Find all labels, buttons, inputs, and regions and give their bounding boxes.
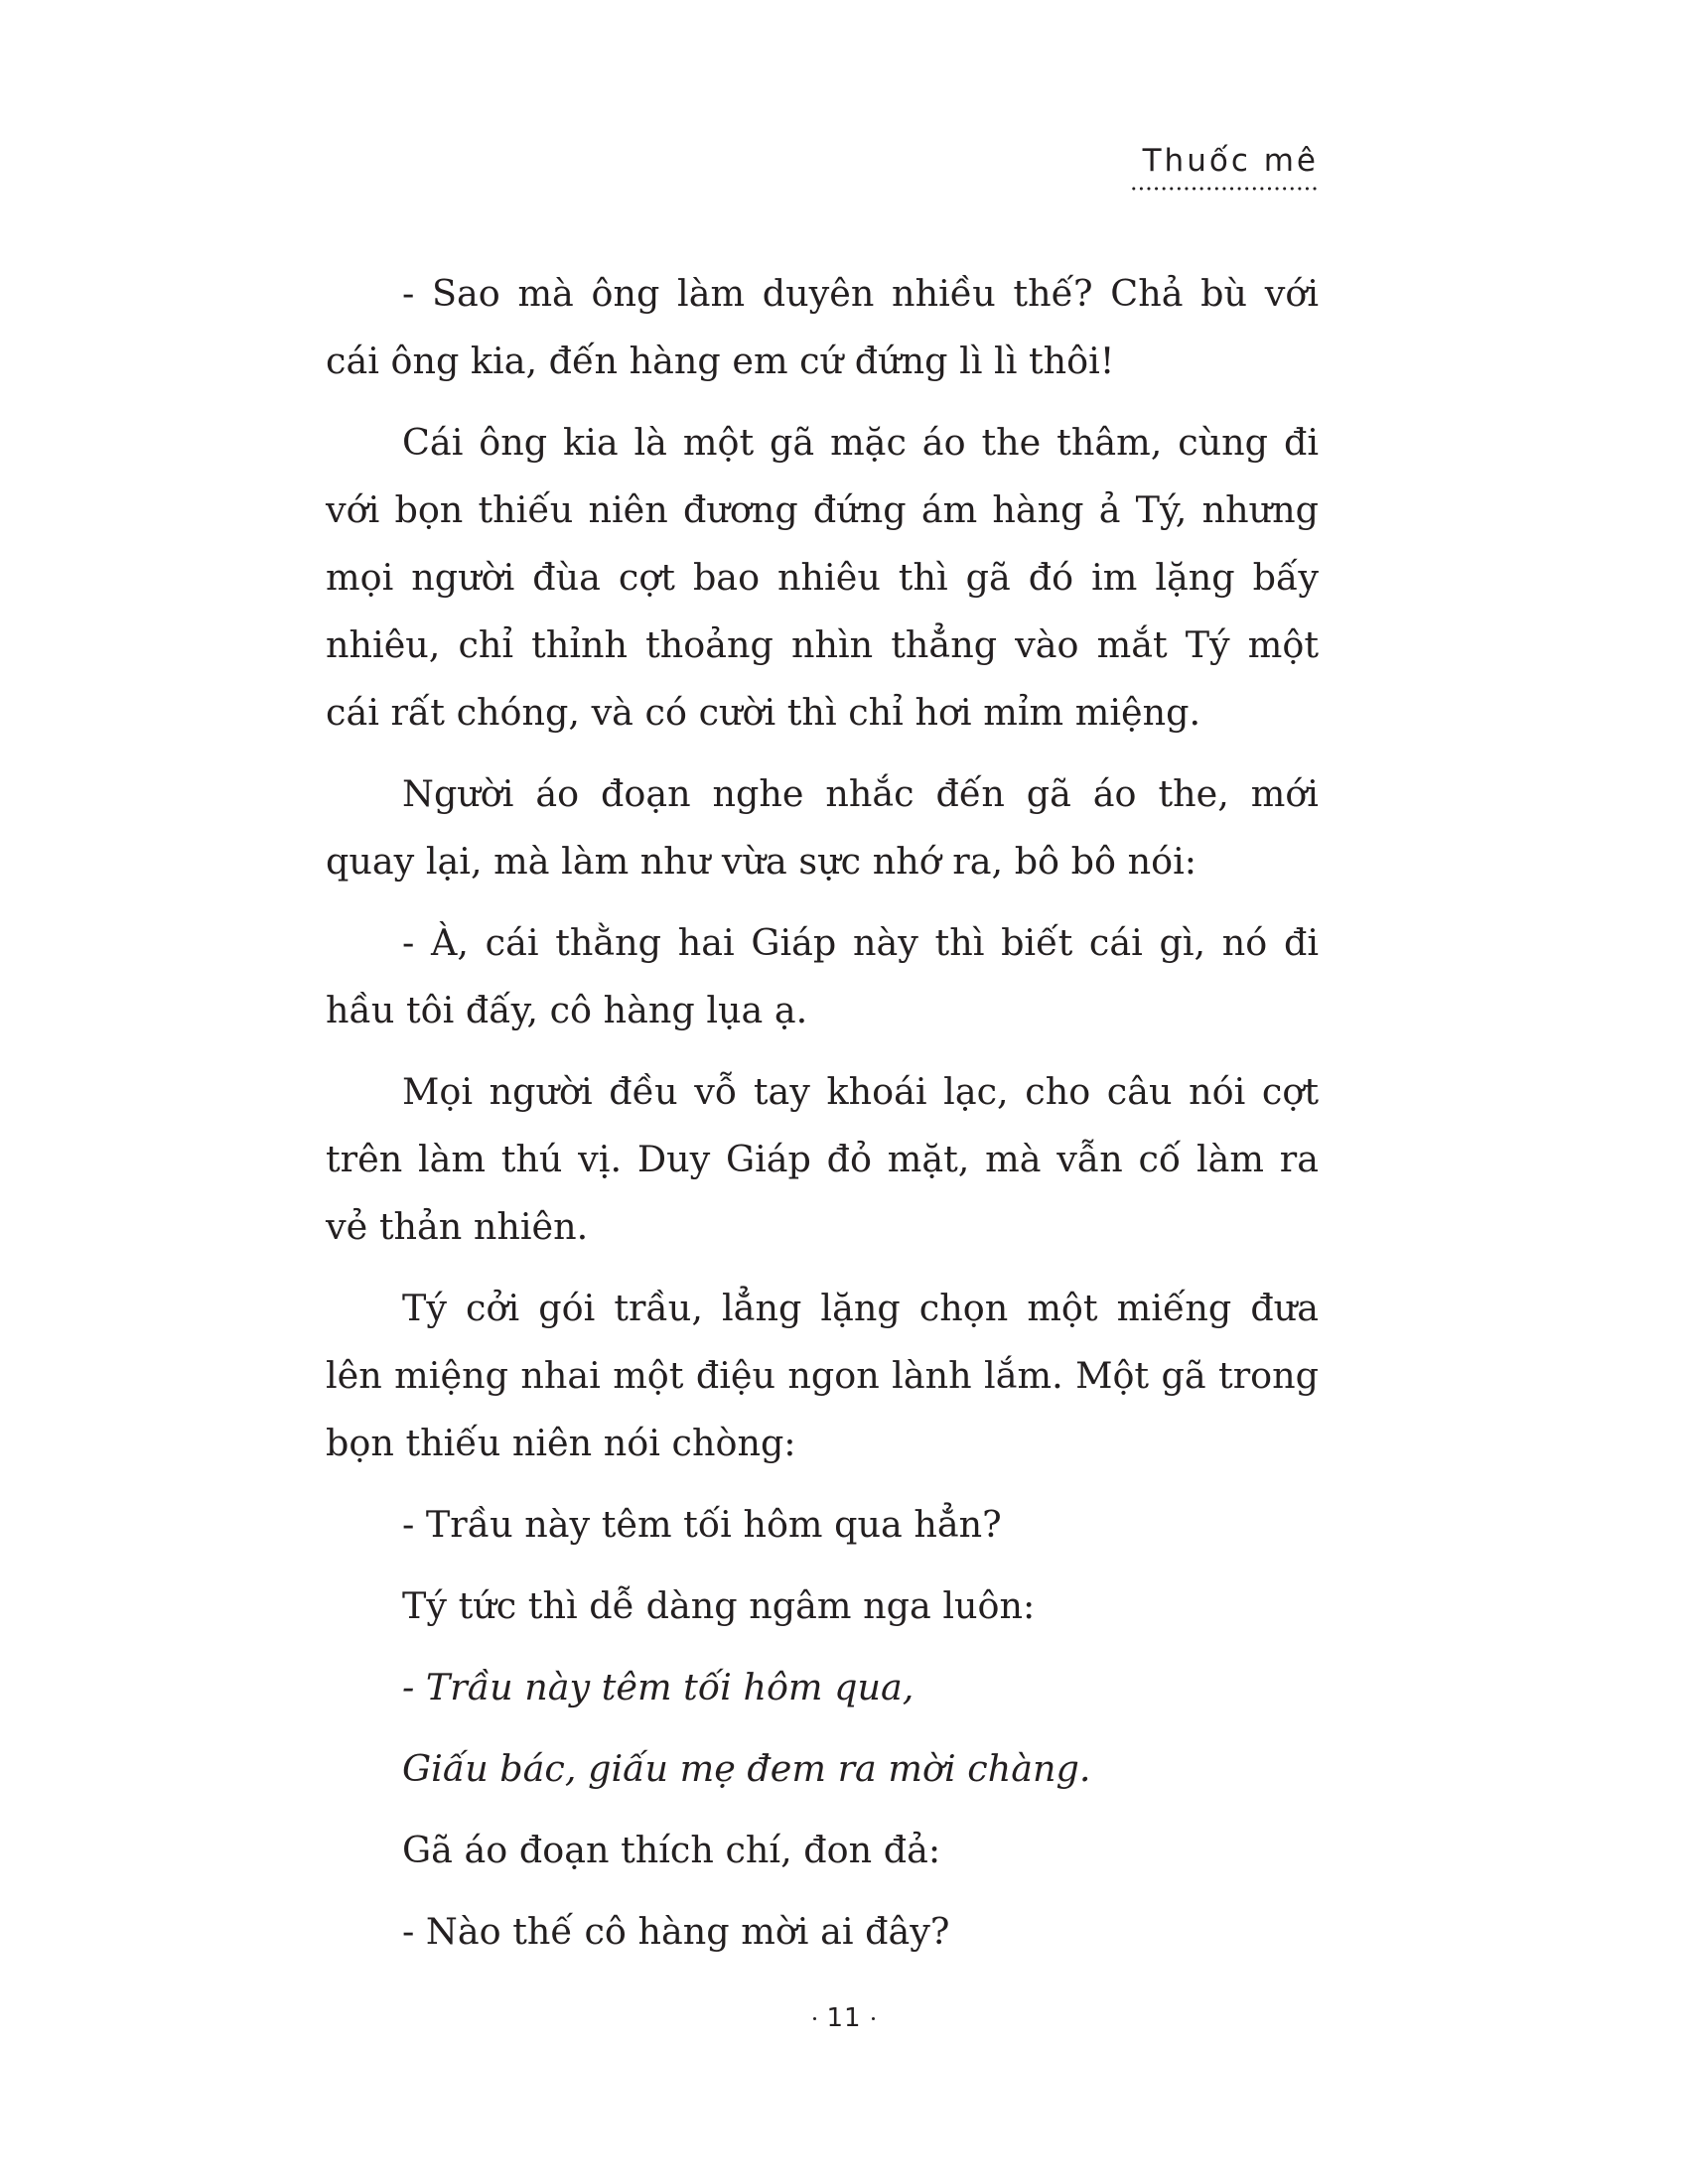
paragraph: - Sao mà ông làm duyên nhiều thế? Chả bù với cái ông kia, đến hàng em cứ đứng lì lì thôi! xyxy=(326,272,1319,382)
verse-line: Giấu bác, giấu mẹ đem ra mời chàng. xyxy=(402,1747,1091,1790)
paragraph: - À, cái thằng hai Giáp này thì biết cái gì, nó đi hầu tôi đấy, cô hàng lụa ạ. xyxy=(326,921,1319,1031)
page-number: 11 xyxy=(826,2003,862,2033)
running-header xyxy=(1130,141,1319,191)
page-footer xyxy=(0,2003,1688,2033)
dotted-rule xyxy=(1130,187,1319,191)
paragraph: Tý cởi gói trầu, lẳng lặng chọn một miếng đưa lên miệng nhai một điệu ngon lành lắm. Một gã trong bọn thiếu niên nói chòng: xyxy=(326,1287,1319,1464)
verse-line: - Trầu này têm tối hôm qua, xyxy=(402,1666,914,1708)
paragraph: - Nào thế cô hàng mời ai đây? xyxy=(402,1910,950,1953)
paragraph: Người áo đoạn nghe nhắc đến gã áo the, mới quay lại, mà làm như vừa sực nhớ ra, bô bô nói: xyxy=(326,772,1319,883)
paragraph: Gã áo đoạn thích chí, đon đả: xyxy=(402,1829,941,1871)
paragraph: Tý tức thì dễ dàng ngâm nga luôn: xyxy=(402,1584,1036,1627)
dot-ornament xyxy=(872,2017,875,2020)
paragraph: - Trầu này têm tối hôm qua hẳn? xyxy=(402,1503,1002,1546)
running-title: Thuốc mê xyxy=(1142,143,1319,179)
dot-ornament xyxy=(813,2017,816,2020)
body-text xyxy=(326,260,1319,1979)
paragraph: Mọi người đều vỗ tay khoái lạc, cho câu nói cợt trên làm thú vị. Duy Giáp đỏ mặt, mà vẫn cố làm ra vẻ thản nhiên. xyxy=(326,1070,1319,1248)
paragraph: Cái ông kia là một gã mặc áo the thâm, cùng đi với bọn thiếu niên đương đứng ám hàng ả Tý, nhưng mọi người đùa cợt bao nhiêu thì gã đó im lặng bấy nhiêu, chỉ thỉnh thoảng nhìn thẳng vào mắt Tý một cái rất chóng, và có cười thì chỉ hơi mỉm miệng. xyxy=(326,421,1319,734)
